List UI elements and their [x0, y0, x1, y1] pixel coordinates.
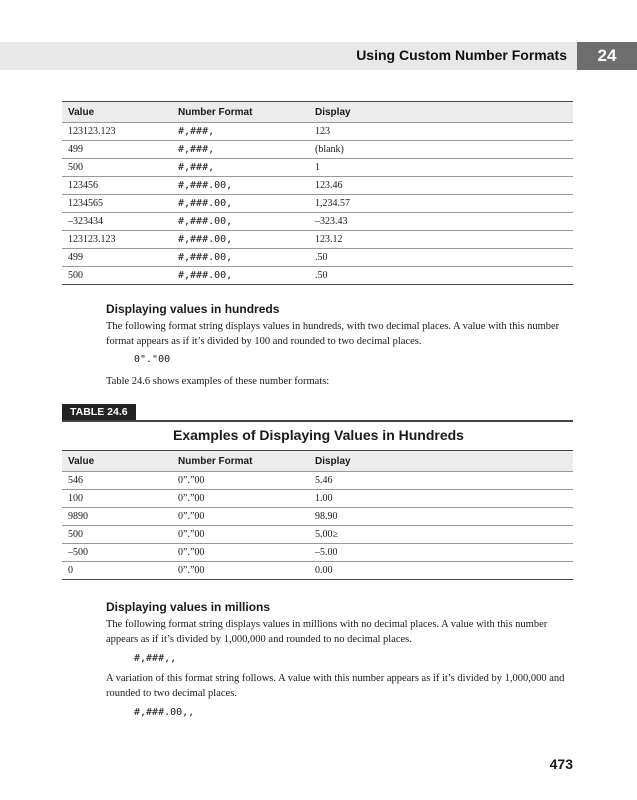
cell-display: .50	[309, 267, 573, 285]
table-row	[62, 159, 573, 177]
cell-value: 9890	[62, 508, 172, 526]
cell-display: 123	[309, 123, 573, 141]
table-header-row	[62, 102, 573, 123]
code-hundreds: 0"."00	[134, 354, 171, 365]
cell-number-format: #,###.00,	[172, 249, 309, 267]
cell-value: –500	[62, 544, 172, 562]
cell-number-format: 0”.”00	[172, 544, 309, 562]
cell-number-format: #,###.00,	[172, 195, 309, 213]
cell-number-format: #,###.00,	[172, 177, 309, 195]
cell-display: .50	[309, 249, 573, 267]
table-row	[62, 562, 573, 580]
cell-value: 123123.123	[62, 231, 172, 249]
cell-number-format: 0”.”00	[172, 472, 309, 490]
cell-number-format: #,###,	[172, 123, 309, 141]
page-number: 473	[549, 756, 573, 772]
cell-display: 1.00	[309, 490, 573, 508]
cell-number-format: #,###.00,	[172, 267, 309, 285]
cell-number-format: 0”.”00	[172, 562, 309, 580]
cell-display: 1	[309, 159, 573, 177]
hundreds-examples-table	[62, 450, 573, 580]
cell-display: 5.46	[309, 472, 573, 490]
cell-number-format: 0”.”00	[172, 526, 309, 544]
chapter-number-box: 24	[577, 42, 637, 70]
paragraph-hundreds: The following format string displays values in hundreds, with two decimal places. A value with this number format appears as if it’s divided by 100 and rounded to two decimal places.	[106, 321, 560, 347]
cell-number-format: 0”.”00	[172, 508, 309, 526]
cell-display: 123.46	[309, 177, 573, 195]
paragraph-millions: The following format string displays values in millions with no decimal places. A value with this number appears as if it’s divided by 1,000,000 and rounded to no decimal places.	[106, 619, 548, 645]
cell-value: 100	[62, 490, 172, 508]
running-header-title: Using Custom Number Formats	[356, 47, 567, 63]
cell-value: 123456	[62, 177, 172, 195]
table-row	[62, 213, 573, 231]
paragraph-millions-variation: A variation of this format string follows. A value with this number appears as if it’s divided by 1,000,000 and rounded to two decimal places.	[106, 673, 565, 699]
format-examples-table	[62, 101, 573, 285]
cell-value: 500	[62, 267, 172, 285]
code-millions-variation: #,###.00,,	[134, 707, 195, 718]
table-row	[62, 123, 573, 141]
cell-value: 1234565	[62, 195, 172, 213]
cell-display: 5.00≥	[309, 526, 573, 544]
cell-value: 500	[62, 159, 172, 177]
table-title: Examples of Displaying Values in Hundreds	[173, 427, 464, 443]
table-row	[62, 231, 573, 249]
column-header-value: Value	[62, 102, 172, 123]
table-row	[62, 141, 573, 159]
table-row	[62, 490, 573, 508]
table-row	[62, 195, 573, 213]
cell-value: 499	[62, 249, 172, 267]
cell-value: 123123.123	[62, 123, 172, 141]
cell-display: –5.00	[309, 544, 573, 562]
column-header-value: Value	[62, 451, 172, 472]
cell-display: 0.00	[309, 562, 573, 580]
column-header-number-format: Number Format	[172, 451, 309, 472]
table-title-rule	[62, 420, 573, 422]
table-row	[62, 472, 573, 490]
cell-display: 123.12	[309, 231, 573, 249]
cell-value: 0	[62, 562, 172, 580]
table-row	[62, 508, 573, 526]
table-row	[62, 249, 573, 267]
section-heading-hundreds: Displaying values in hundreds	[106, 302, 280, 316]
cell-number-format: #,###.00,	[172, 213, 309, 231]
table-reference-text: Table 24.6 shows examples of these number formats:	[106, 376, 330, 387]
table-row	[62, 544, 573, 562]
cell-display: 98.90	[309, 508, 573, 526]
cell-value: 546	[62, 472, 172, 490]
table-header-row	[62, 451, 573, 472]
section-heading-millions: Displaying values in millions	[106, 600, 271, 614]
column-header-number-format: Number Format	[172, 102, 309, 123]
cell-number-format: 0”.”00	[172, 490, 309, 508]
table-row	[62, 526, 573, 544]
cell-display: (blank)	[309, 141, 573, 159]
cell-number-format: #,###.00,	[172, 231, 309, 249]
table-row	[62, 177, 573, 195]
cell-number-format: #,###,	[172, 159, 309, 177]
cell-display: –323.43	[309, 213, 573, 231]
cell-number-format: #,###,	[172, 141, 309, 159]
column-header-display: Display	[309, 102, 573, 123]
table-label: TABLE 24.6	[62, 404, 136, 420]
code-millions: #,###,,	[134, 653, 177, 664]
cell-display: 1,234.57	[309, 195, 573, 213]
table-row	[62, 267, 573, 285]
column-header-display: Display	[309, 451, 573, 472]
cell-value: 499	[62, 141, 172, 159]
cell-value: –323434	[62, 213, 172, 231]
cell-value: 500	[62, 526, 172, 544]
